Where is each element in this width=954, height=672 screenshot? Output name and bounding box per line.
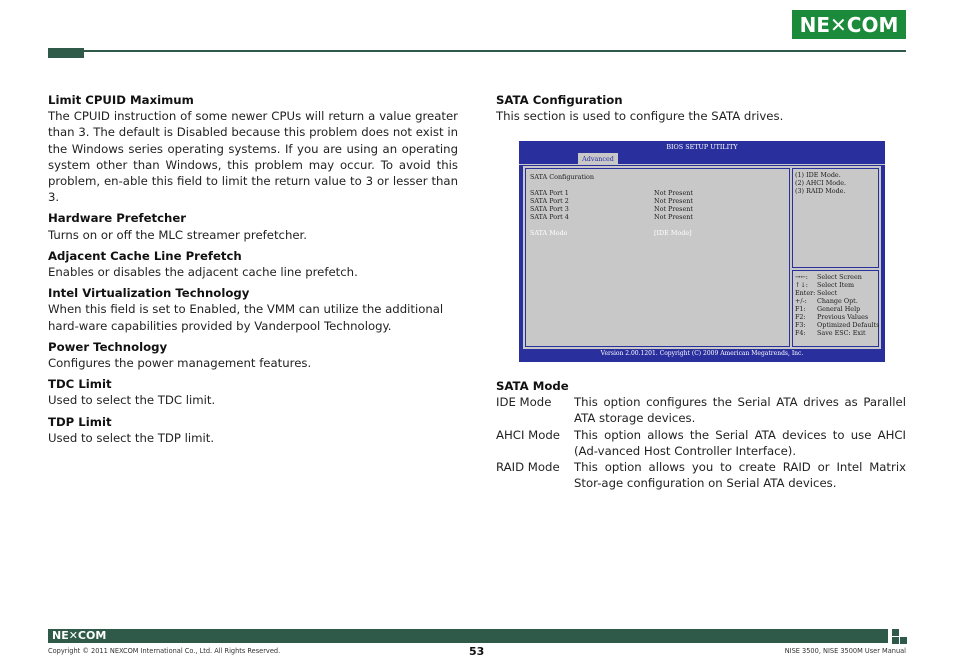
bios-keys-pane [792,270,879,347]
bios-screenshot [519,141,885,362]
bios-main-area [523,166,881,349]
header-rule [84,50,906,52]
section-title: TDC Limit [48,377,112,392]
bios-port-label: SATA Port 4 [530,213,569,221]
section-title: Adjacent Cache Line Prefetch [48,248,242,263]
bios-port-value: Not Present [654,189,693,197]
bios-sata-mode-value: [IDE Mode] [654,229,692,237]
left-column [48,92,458,446]
section-title: Limit CPUID Maximum [48,93,194,107]
mode-term: IDE Mode [496,395,552,410]
footer-copyright: Copyright © 2011 NEXCOM International Co., Ltd. All Rights Reserved. [48,647,281,655]
section-body: Used to select the TDC limit. [48,393,216,408]
section-body: Configures the power management features. [48,356,312,371]
bios-port-value: Not Present [654,197,693,205]
bios-help-line: (2) AHCI Mode. [795,179,847,187]
bios-key: +/-: [795,297,807,305]
bios-help-line: (1) IDE Mode. [795,171,841,179]
bios-key: F1: [795,305,806,313]
bios-port-label: SATA Port 2 [530,197,569,205]
mode-row [496,459,906,491]
footer-square [892,629,899,636]
mode-term: RAID Mode [496,460,560,475]
bios-help-pane [792,168,879,268]
bios-title: BIOS SETUP UTILITY [666,143,738,151]
bios-port-label: SATA Port 3 [530,205,569,213]
section-title: TDP Limit [48,414,112,429]
section-body: When this field is set to Enabled, the VMM can utilize the additional hard-ware capabilities provided by Vanderpool Technology. [48,302,444,333]
logo-text: NE✕COM [799,12,899,37]
section-title: SATA Configuration [496,93,623,107]
bios-key-action: General Help [817,305,861,313]
bios-help-line: (3) RAID Mode. [795,187,846,195]
footer-manual-title: NISE 3500, NISE 3500M User Manual [784,647,906,655]
mode-row [496,427,906,459]
bios-key-action: Select Screen [817,273,862,281]
mode-desc: This option configures the Serial ATA drives as Parallel ATA storage devices. [574,395,906,426]
mode-desc: This option allows the Serial ATA devices to use AHCI (Ad-vanced Host Controller Interface). [574,427,906,458]
bios-key: F2: [795,313,806,321]
bios-key: F3: [795,321,806,329]
bios-key-action: Previous Values [817,313,869,321]
bios-key: ↑↓: [795,281,808,289]
bios-tab-line [519,164,885,165]
section-title: Intel Virtualization Technology [48,286,250,301]
footer-square [900,637,907,644]
bios-footer: Version 2.00.1201. Copyright (C) 2009 American Megatrends, Inc. [600,350,804,357]
bios-key-action: Optimized Defaults [817,321,880,329]
mode-term: AHCI Mode [496,427,560,442]
section-body: Enables or disables the adjacent cache line prefetch. [48,265,358,280]
page-number: 53 [469,645,485,658]
section-body: The CPUID instruction of some newer CPUs will return a value greater than 3. The default is Disabled because this problem does not exist in the Windows series operating systems. If you are using an operating system other than Windows, this problem may occur. To avoid this problem, en-able this field to limit the return value to 3 or lesser than 3. [48,109,458,205]
bios-key-action: Change Opt. [817,297,858,305]
section-title: SATA Mode [496,379,569,393]
bios-key-action: Select [817,289,838,297]
right-column-intro [496,92,906,124]
bios-settings-pane [525,168,790,347]
header-accent [48,48,84,58]
bios-key-action: Save ESC: Exit [817,329,866,337]
footer-square [892,637,899,644]
bios-port-value: Not Present [654,213,693,221]
section-body: This section is used to configure the SATA drives. [496,109,784,124]
bios-key: Enter: [795,289,816,297]
bios-port-label: SATA Port 1 [530,189,569,197]
bios-tab-advanced: Advanced [578,153,618,165]
nexcom-logo [792,10,906,39]
mode-row [496,394,906,426]
section-body: Turns on or off the MLC streamer prefetcher. [48,227,307,242]
sata-mode-section [496,378,906,491]
mode-desc: This option allows you to create RAID or Intel Matrix Stor-age configuration on Serial ATA devices. [574,460,906,491]
bios-section-label: SATA Configuration [530,173,594,181]
section-title: Power Technology [48,339,168,354]
section-body: Used to select the TDP limit. [48,430,215,445]
section-title: Hardware Prefetcher [48,211,187,226]
bios-key: →←: [795,273,808,281]
footer-bar [48,629,888,643]
bios-sata-mode-label: SATA Mode [530,229,568,237]
bios-key: F4: [795,329,806,337]
footer-logo: NE✕COM [52,629,107,642]
bios-key-action: Select Item [817,281,855,289]
bios-port-value: Not Present [654,205,693,213]
